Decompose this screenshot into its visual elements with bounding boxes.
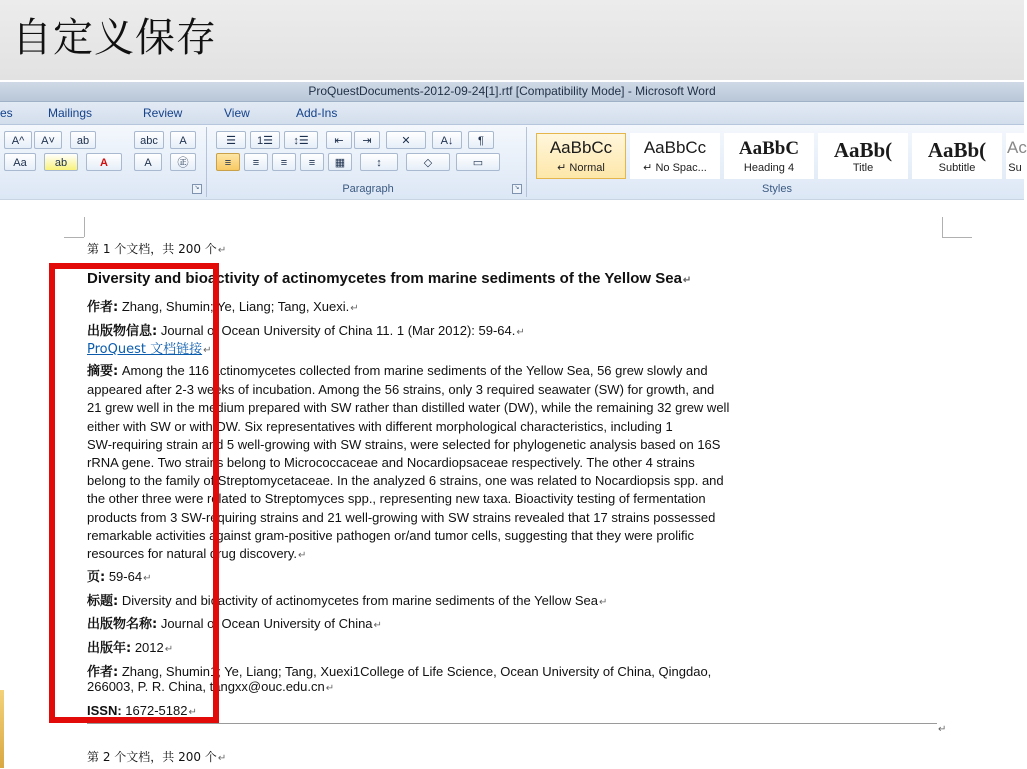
tab-mailings[interactable]: Mailings [48, 106, 93, 120]
multilevel-list-button[interactable]: ↕☰ [284, 131, 318, 149]
crop-mark-right [942, 217, 943, 237]
asian-layout-button[interactable]: ✕ [386, 131, 426, 149]
style-sample: Ac [1007, 138, 1027, 157]
paragraph-group-label: Paragraph [342, 183, 394, 195]
slide-title: 自定义保存 [12, 15, 217, 61]
tab-view[interactable]: View [224, 106, 250, 120]
doc-counter-1: 第 1 个文档，共 200 个↵ [87, 242, 227, 256]
style-name: Su [1008, 162, 1022, 174]
decrease-indent-button[interactable]: ⇤ [326, 131, 352, 149]
style-sample: AaBbCc [643, 138, 707, 157]
red-highlight-box [49, 263, 219, 723]
tab-add-ins[interactable]: Add-Ins [296, 106, 338, 120]
bullets-button[interactable]: ☰ [216, 131, 246, 149]
styles-group-label: Styles [762, 183, 792, 195]
doc-title: Diversity and bioactivity of actinomycetes from marine sediments of the Yellow Sea↵ [87, 270, 692, 287]
proquest-document-link[interactable]: ProQuest 文档链接 [87, 342, 203, 357]
doc-link-row: ProQuest 文档链接↵ [87, 342, 212, 357]
align-center-button[interactable]: ≡ [244, 153, 268, 171]
character-shading-button[interactable]: A [134, 153, 162, 171]
style-name: Subtitle [938, 162, 976, 174]
show-hide-marks-button[interactable]: ¶ [468, 131, 494, 149]
doc-counter-2: 第 2 个文档，共 200 个↵ [87, 750, 227, 764]
distributed-button[interactable]: ▦ [328, 153, 352, 171]
line-spacing-button[interactable]: ↕ [360, 153, 398, 171]
sort-button[interactable]: A↓ [432, 131, 462, 149]
doc-author2-row: 作者: Zhang, Shumin1; Ye, Liang; Tang, Xuexi1College of Life Science, Ocean University of China, Qingdao, [87, 664, 712, 680]
paragraph-dialog-launcher-icon[interactable]: ↘ [512, 184, 522, 194]
slide-decoration [0, 690, 4, 768]
style-sample: AaBbC [738, 138, 800, 159]
style-normal[interactable] [536, 133, 626, 179]
style-name: Heading 4 [743, 162, 795, 174]
doc-author-row: 作者: Zhang, Shumin; Ye, Liang; Tang, Xuexi.↵ [87, 299, 359, 315]
style-name: ↵ No Spac... [643, 162, 707, 174]
style-sample: AaBb( [833, 138, 893, 162]
shading-button[interactable]: ◇ [406, 153, 450, 171]
borders-button[interactable]: ▭ [456, 153, 500, 171]
font-dialog-launcher-icon[interactable]: ↘ [192, 184, 202, 194]
paragraph-mark: ↵ [938, 724, 947, 735]
style-no-spacing[interactable] [630, 133, 720, 179]
style-sample: AaBbCc [549, 138, 613, 157]
enclose-characters-button[interactable]: ㊣ [170, 153, 196, 171]
ribbon [0, 124, 1027, 200]
tab-references-partial[interactable]: es [0, 106, 13, 120]
crop-mark-left [84, 217, 85, 237]
doc-separator [87, 723, 937, 724]
doc-journal-row: 出版物名称: Journal of Ocean University of China↵ [87, 616, 382, 632]
doc-pubinfo-row: 出版物信息: Journal of Ocean University of China 11. 1 (Mar 2012): 59-64.↵ [87, 323, 525, 339]
increase-indent-button[interactable]: ⇥ [354, 131, 380, 149]
crop-mark-right-h [942, 237, 972, 238]
justify-button[interactable]: ≡ [300, 153, 324, 171]
style-heading-4[interactable] [724, 133, 814, 179]
font-group [0, 127, 207, 197]
title-bar [0, 82, 1024, 102]
font-color-button[interactable]: A [86, 153, 122, 171]
doc-author2-row-cont: 266003, P. R. China, tangxx@ouc.edu.cn↵ [87, 679, 335, 694]
doc-year-row: 出版年: 2012↵ [87, 640, 174, 656]
doc-issn-row: ISSN: 1672-5182↵ [87, 703, 197, 718]
align-right-button[interactable]: ≡ [272, 153, 296, 171]
window-title: ProQuestDocuments-2012-09-24[1].rtf [Compatibility Mode] - Microsoft Word [308, 84, 716, 98]
styles-group [530, 127, 1027, 197]
style-name: ↵ Normal [557, 162, 605, 174]
change-case-button[interactable]: Aa [4, 153, 36, 171]
numbering-button[interactable]: 1☰ [250, 131, 280, 149]
doc-abstract: 摘要: Among the 116 actinomycetes collected from marine sediments of the Yellow Sea, 56 grew slowly and appeared after 2-3 weeks of incubation. Among the 56 strains, only 3 required seawater (SW) for growth, and 21 grew well in the medium prepared with SW rather than distilled water (DW), while the remaining 32 grew well either with SW or with DW. Six representatives with different morphological characteristics, including 1 SW-requiring strain and 5 well-growing with SW strains, were selected for phylogenetic analysis based on 16S rRNA gene. Two strains belong to Micrococcaceae and Nocardiopsaceae respectively. The other 4 strains belong to the family of Streptomycetaceae. In the analyzed 6 strains, one was related to Nocardiopsis spp. and the other three were related to Streptomyces spp., representing new taxa. Bioactivity testing of fermentation products from 3 SW-requiring strains and 21 well-growing with SW strains revealed that 17 strains possessed remarkable activities against gram-positive pathogen or/and tumor cells, suggesting that they were prolific resources for natural drug discovery.↵ [87, 363, 730, 562]
tab-review[interactable]: Review [143, 106, 183, 120]
doc-subject-row: 标题: Diversity and bioactivity of actinomycetes from marine sediments of the Yellow Sea↵ [87, 593, 608, 609]
character-border-button[interactable]: A [170, 131, 196, 149]
doc-pages-row: 页: 59-64↵ [87, 569, 152, 585]
highlight-color-button[interactable]: ab [44, 153, 78, 171]
align-left-button[interactable]: ≡ [216, 153, 240, 171]
style-subtle-partial[interactable] [1006, 133, 1027, 179]
ribbon-tabs [0, 102, 1024, 124]
paragraph-group [210, 127, 527, 197]
clear-formatting-button[interactable]: ab [70, 131, 96, 149]
style-subtitle[interactable] [912, 133, 1002, 179]
grow-font-button[interactable]: A^ [4, 131, 32, 149]
style-sample: AaBb( [927, 138, 987, 162]
style-title[interactable] [818, 133, 908, 179]
crop-mark-left-h [64, 237, 84, 238]
phonetic-guide-button[interactable]: abc [134, 131, 164, 149]
style-name: Title [852, 162, 874, 174]
shrink-font-button[interactable]: A˅ [34, 131, 62, 149]
